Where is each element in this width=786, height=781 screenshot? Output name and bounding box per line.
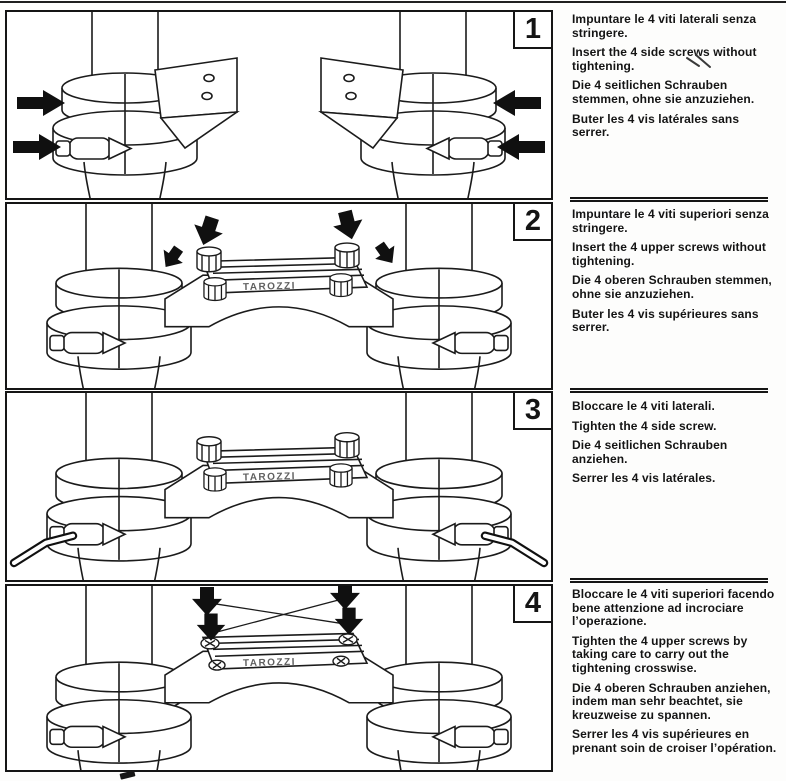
upper-screw [197,437,221,462]
step-number-box [513,393,551,430]
instruction-french: Serrer les 4 vis supérieures en prenant soin de croiser l’opération. [572,727,777,755]
instruction-german: Die 4 seitlichen Schrauben anziehen. [572,438,728,466]
brand-logo: TAROZZI [242,280,297,294]
section-divider [570,388,768,393]
brand-logo: TAROZZI [242,656,297,670]
press-arrow-icon [330,586,360,610]
instruction-french: Buter les 4 vis supérieures sans serrer. [572,306,759,335]
step-number-box [513,12,551,49]
upper-screw [335,433,359,458]
instruction-german: Die 4 oberen Schrauben anziehen, indem man sehr beachtet, sie kreuzweise zu spannen. [572,680,771,722]
instruction-german: Die 4 oberen Schrauben stemmen, ohne sie anzuziehen. [572,273,772,301]
panel-3-drawing [7,393,551,580]
upper-screw [204,468,226,491]
instruction-french: Serrer les 4 vis latérales. [572,471,716,486]
panel-2-drawing [7,204,551,388]
instruction-english: Insert the 4 side screws without tightening. [572,45,757,73]
press-arrow-icon [156,242,188,274]
cross-lines-icon [215,600,355,632]
press-arrow-icon [493,90,541,116]
upper-screw [330,464,352,487]
step-number: 2 [524,205,542,237]
panel-1-drawing [7,12,551,198]
step-number-box [513,204,551,241]
left-fork-clamp [53,12,237,198]
illustration-panel-4 [5,584,553,772]
upper-screw [335,243,359,268]
instruction-english: Tighten the 4 upper screws by taking care to carry out the tightening crosswise. [572,633,748,675]
press-arrow-icon [335,608,364,635]
step-3-instructions [572,400,778,492]
instruction-english: Tighten the 4 side screw. [572,418,717,433]
press-arrow-icon [330,208,366,243]
brand-logo: TAROZZI [242,471,297,484]
step-number: 1 [524,13,542,45]
step-number-box [513,586,551,623]
press-arrow-icon [370,238,402,270]
instruction-italian: Bloccare le 4 viti superiori facendo bene attenzione ad incrociare l’operazione. [572,587,775,629]
illustration-panel-2 [5,202,553,390]
right-fork-clamp [321,12,505,198]
instruction-italian: Impuntare le 4 viti laterali senza stringere. [572,12,757,40]
upper-screw [204,278,226,301]
pen-scribble-icon [684,52,714,74]
step-number: 3 [524,394,542,426]
illustration-panel-1 [5,10,553,200]
upper-screw [197,247,221,272]
press-arrow-icon [17,90,65,116]
instruction-italian: Bloccare le 4 viti laterali. [572,399,715,413]
fork-brace [165,633,393,702]
upper-screw [330,274,352,297]
instructions-column [566,0,780,781]
press-arrow-icon [189,213,226,249]
step-number: 4 [524,587,542,619]
instruction-german: Die 4 seitlichen Schrauben stemmen, ohne sie anzuziehen. [572,78,755,106]
panel-4-drawing [7,586,551,770]
step-4-instructions [572,588,778,762]
press-arrow-icon [192,587,222,616]
instruction-italian: Impuntare le 4 viti superiori senza stringere. [572,207,769,235]
step-2-instructions [572,208,778,341]
illustration-panel-3 [5,391,553,582]
instruction-french: Buter les 4 vis latérales sans serrer. [572,111,740,140]
step-1-instructions [572,13,778,146]
section-divider [570,197,768,202]
instruction-english: Insert the 4 upper screws without tightening. [572,240,767,268]
section-divider [570,578,768,583]
